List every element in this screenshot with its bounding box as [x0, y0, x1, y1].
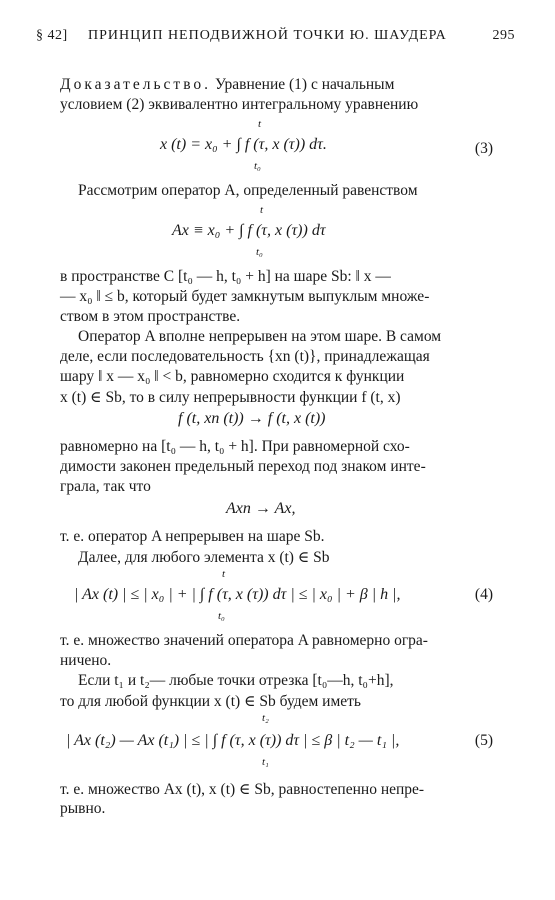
equation-number: (3) [474, 140, 493, 157]
equation-number: (5) [474, 732, 493, 749]
equation-3: x (t) = x₀ + ∫ f (τ, x (τ)) dτ. [160, 136, 327, 153]
text-line: т. е. оператор A непрерывен на шаре Sb. [60, 528, 325, 545]
integral-upper-limit: t [260, 204, 264, 216]
integral-upper-limit: t [222, 568, 226, 580]
text-line: то для любой функции x (t) ∈ Sb будем иметь [60, 693, 362, 710]
equation-4: | Ax (t) | ≤ | x₀ | + | ∫ f (τ, x (τ)) dτ | ≤ | x₀ | + β | h |, [74, 586, 401, 603]
text-line: Далее, для любого элемента x (t) ∈ Sb [78, 549, 330, 566]
convergence-formula: f (t, xn (t)) → f (t, x (t)) [178, 410, 326, 427]
page-number: 295 [492, 28, 515, 43]
integral-upper-limit: t [258, 118, 262, 130]
text-line: т. е. множество значений оператора A равномерно огра- [60, 632, 428, 649]
text-line [60, 76, 394, 94]
text-line: т. е. множество Ax (t), x (t) ∈ Sb, равностепенно непре- [60, 781, 425, 798]
integral-lower-limit: t₀ [218, 610, 225, 622]
text-line: грала, так что [60, 478, 151, 495]
text-line: шару ‖ x — x₀ ‖ < b, равномерно сходится к функции [60, 368, 405, 385]
integral-lower-limit: t₀ [256, 246, 263, 258]
text-line: — x₀ ‖ ≤ b, который будет замкнутым выпуклым множе- [60, 288, 430, 305]
chapter-title: ПРИНЦИП НЕПОДВИЖНОЙ ТОЧКИ Ю. ШАУДЕРА [88, 28, 447, 43]
integral-upper-limit: t₂ [262, 712, 269, 724]
text-line: ничено. [60, 652, 112, 669]
text-line: равномерно на [t₀ — h, t₀ + h]. При равномерной схо- [60, 438, 410, 455]
text-line: Рассмотрим оператор A, определенный равенством [78, 182, 418, 199]
text-line: в пространстве C [t₀ — h, t₀ + h] на шаре Sb: ‖ x — [60, 268, 391, 285]
operator-definition: Ax ≡ x₀ + ∫ f (τ, x (τ)) dτ [172, 222, 326, 239]
integral-lower-limit: t₀ [254, 160, 261, 172]
section-marker: § 42] [36, 28, 68, 43]
text-line: условием (2) эквивалентно интегральному уравнению [60, 96, 419, 113]
proof-heading: Доказательство. [60, 76, 212, 93]
text-line: деле, если последовательность {xn (t)}, принадлежащая [60, 348, 430, 365]
text-line: x (t) ∈ Sb, то в силу непрерывности функции f (t, x) [60, 389, 401, 406]
text-line: Оператор A вполне непрерывен на этом шаре. В самом [78, 328, 442, 345]
equation-5: | Ax (t₂) — Ax (t₁) | ≤ | ∫ f (τ, x (τ)) dτ | ≤ β | t₂ — t₁ |, [66, 732, 400, 749]
text-line: рывно. [60, 800, 106, 817]
text-line: Если t₁ и t₂— любые точки отрезка [t₀—h, t₀+h], [78, 672, 394, 689]
text-line: ством в этом пространстве. [60, 308, 241, 325]
equation-number: (4) [474, 586, 493, 603]
operator-limit-formula: Axn → Ax, [226, 500, 296, 517]
text-span: Уравнение (1) с начальным [214, 76, 395, 93]
integral-lower-limit: t₁ [262, 756, 269, 768]
text-line: димости законен предельный переход под знаком инте- [60, 458, 426, 475]
